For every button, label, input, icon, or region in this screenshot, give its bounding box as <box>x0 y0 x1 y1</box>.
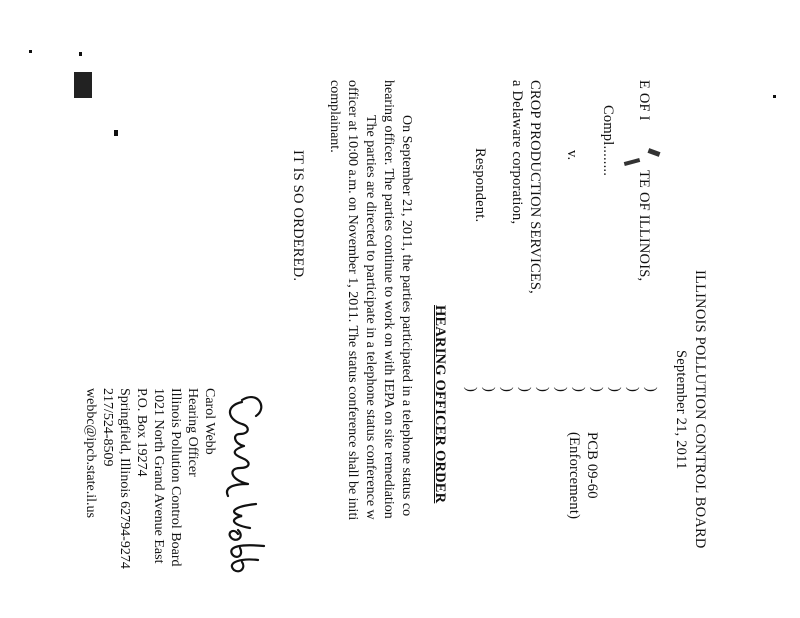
scan-smudge <box>624 158 640 166</box>
signer-city: Springfield, Illinois 62794-9274 <box>117 388 132 569</box>
caption-respondent-label: Respondent. <box>472 148 488 223</box>
signer-pobox: P.O. Box 19274 <box>134 388 149 477</box>
scan-speck <box>29 50 32 53</box>
signer-org: Illinois Pollution Control Board <box>168 388 183 567</box>
caption-state-fragment-1: E OF I <box>636 80 652 121</box>
order-para1-line1: On September 21, 2011, the parties participated in a telephone status co <box>399 115 414 517</box>
scan-speck <box>74 72 92 98</box>
handwritten-signature <box>212 388 272 578</box>
order-para1-line2: hearing officer. The parties continue to work on with IEPA on site remediation <box>381 80 396 519</box>
case-type: (Enforcement) <box>566 432 582 520</box>
signer-street: 1021 North Grand Avenue East <box>151 388 166 564</box>
order-title: HEARING OFFICER ORDER <box>432 305 448 504</box>
caption-state-fragment-2: TE OF ILLINOIS, <box>636 170 652 282</box>
signer-title: Hearing Officer <box>185 388 200 477</box>
caption-respondent-name: CROP PRODUCTION SERVICES, <box>527 80 543 294</box>
scan-speck <box>79 52 82 56</box>
caption-brackets: ) ) ) ) ) ) ) ) ) ) ) <box>463 387 659 393</box>
caption-complainant: Compl........ <box>600 105 616 177</box>
order-date: September 21, 2011 <box>673 350 689 470</box>
signer-email: webbc@ipcb.state.il.us <box>83 388 98 518</box>
case-number: PCB 09-60 <box>584 432 600 499</box>
scan-speck <box>773 95 776 98</box>
order-para2-line1: The parties are directed to participate in a telephone status conference w <box>363 115 378 520</box>
order-para2-line3: complainant. <box>327 80 342 153</box>
signer-name: Carol Webb <box>202 388 217 455</box>
caption-respondent-desc: a Delaware corporation, <box>509 80 525 225</box>
scan-speck <box>114 130 118 136</box>
signer-phone: 217/524-8509 <box>100 388 115 467</box>
order-closing: IT IS SO ORDERED. <box>290 150 306 282</box>
scan-smudge <box>648 148 661 157</box>
order-para2-line2: officer at 10:00 a.m. on November 1, 2011. The status conference shall be initi <box>345 80 360 521</box>
board-name: ILLINOIS POLLUTION CONTROL BOARD <box>692 270 708 549</box>
caption-versus: v. <box>564 150 580 161</box>
